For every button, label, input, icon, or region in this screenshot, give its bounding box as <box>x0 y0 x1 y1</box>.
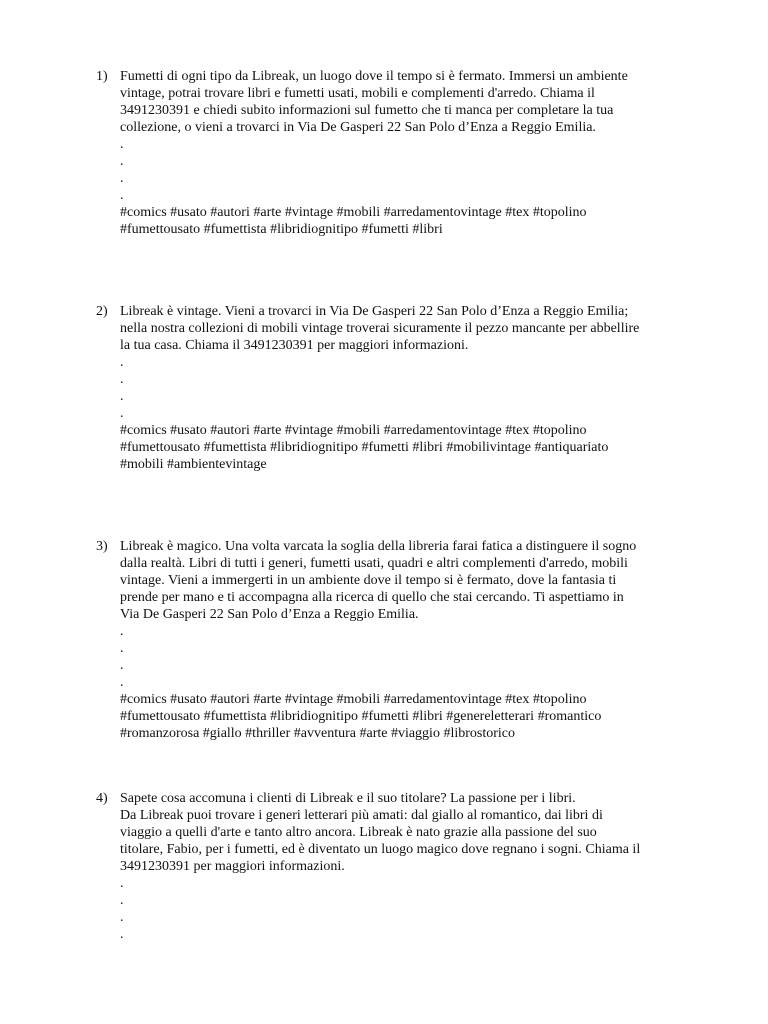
hashtag-line: #fumettousato #fumettista #libridiognitipo #fumetti #libri <box>120 222 443 237</box>
dot-line: . <box>120 675 124 690</box>
dot-line: . <box>120 406 124 421</box>
item-text <box>120 538 706 742</box>
text-line: Libreak è vintage. Vieni a trovarci in Via De Gasperi 22 San Polo d’Enza a Reggio Emilia; <box>120 304 629 319</box>
dot-line: . <box>120 658 124 673</box>
dot-line: . <box>120 927 124 942</box>
text-line: Sapete cosa accomuna i clienti di Libreak e il suo titolare? La passione per i libri. <box>120 791 576 806</box>
text-line: dalla realtà. Libri di tutti i generi, fumetti usati, quadri e altri complementi d'arredo, mobili <box>120 556 628 571</box>
dot-line: . <box>120 641 124 656</box>
item-text <box>120 790 706 943</box>
item-number: 2) <box>96 304 108 319</box>
hashtag-line: #romanzorosa #giallo #thriller #avventura #arte #viaggio #librostorico <box>120 726 515 741</box>
text-line: 3491230391 per maggiori informazioni. <box>120 859 345 874</box>
hashtag-line: #fumettousato #fumettista #libridiognitipo #fumetti #libri #genereletterari #romantico <box>120 709 602 724</box>
dot-line: . <box>120 893 124 908</box>
dot-line: . <box>120 372 124 387</box>
hashtag-line: #comics #usato #autori #arte #vintage #mobili #arredamentovintage #tex #topolino <box>120 423 587 438</box>
dot-line: . <box>120 188 124 203</box>
text-line: la tua casa. Chiama il 3491230391 per maggiori informazioni. <box>120 338 469 353</box>
dot-line: . <box>120 876 124 891</box>
dot-line: . <box>120 624 124 639</box>
text-line: prende per mano e ti accompagna alla ricerca di quello che stai cercando. Ti aspettiamo in <box>120 590 624 605</box>
text-line: Da Libreak puoi trovare i generi letterari più amati: dal giallo al romantico, dai libri di <box>120 808 603 823</box>
text-line: titolare, Fabio, per i fumetti, ed è diventato un luogo magico dove regnano i sogni. Chiama il <box>120 842 641 857</box>
text-line: collezione, o vieni a trovarci in Via De Gasperi 22 San Polo d’Enza a Reggio Emilia. <box>120 120 596 135</box>
text-line: 3491230391 e chiedi subito informazioni sul fumetto che ti manca per completare la tua <box>120 103 614 118</box>
item-text <box>120 68 706 238</box>
dot-line: . <box>120 171 124 186</box>
text-line: vintage. Vieni a immergerti in un ambiente dove il tempo si è fermato, dove la fantasia ti <box>120 573 617 588</box>
item-text <box>120 303 706 473</box>
dot-line: . <box>120 154 124 169</box>
hashtag-line: #fumettousato #fumettista #libridiognitipo #fumetti #libri #mobilivintage #antiquariato <box>120 440 609 455</box>
dot-line: . <box>120 355 124 370</box>
text-line: viaggio a quelli d'arte e tanto altro ancora. Libreak è nato grazie alla passione del suo <box>120 825 597 840</box>
hashtag-line: #mobili #ambientevintage <box>120 457 267 472</box>
text-line: vintage, potrai trovare libri e fumetti usati, mobili e complementi d'arredo. Chiama il <box>120 86 595 101</box>
item-number: 1) <box>96 69 108 84</box>
dot-line: . <box>120 910 124 925</box>
text-line: Via De Gasperi 22 San Polo d’Enza a Reggio Emilia. <box>120 607 419 622</box>
text-line: nella nostra collezioni di mobili vintage troverai sicuramente il pezzo mancante per abbellire <box>120 321 640 336</box>
item-number: 3) <box>96 539 108 554</box>
text-line: Libreak è magico. Una volta varcata la soglia della libreria farai fatica a distinguere il sogno <box>120 539 637 554</box>
text-line: Fumetti di ogni tipo da Libreak, un luogo dove il tempo si è fermato. Immersi un ambiente <box>120 69 628 84</box>
dot-line: . <box>120 137 124 152</box>
dot-line: . <box>120 389 124 404</box>
hashtag-line: #comics #usato #autori #arte #vintage #mobili #arredamentovintage #tex #topolino <box>120 205 587 220</box>
item-number: 4) <box>96 791 108 806</box>
hashtag-line: #comics #usato #autori #arte #vintage #mobili #arredamentovintage #tex #topolino <box>120 692 587 707</box>
